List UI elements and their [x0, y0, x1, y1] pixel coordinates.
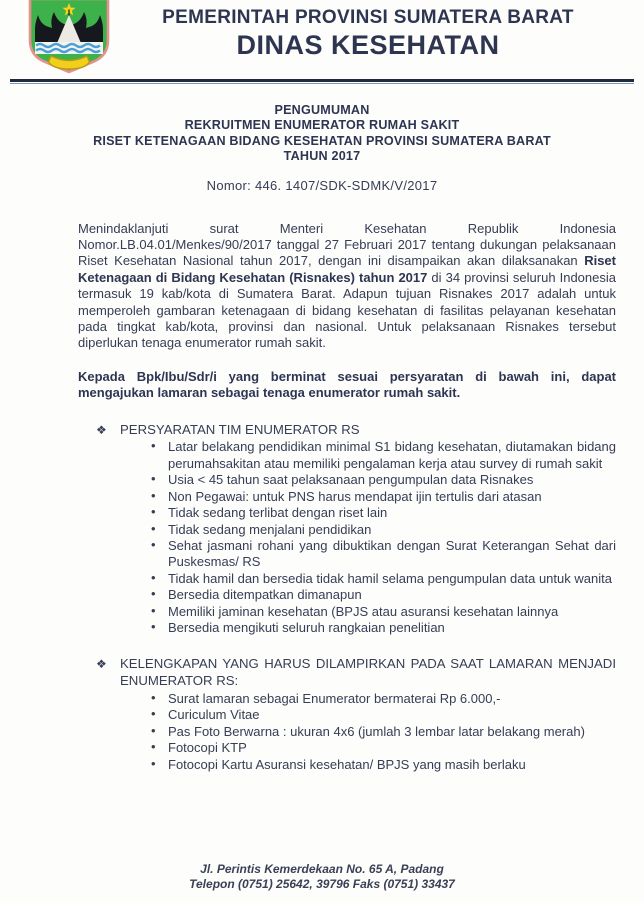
bullet-icon: •: [151, 471, 156, 487]
letterhead-divider: [10, 79, 634, 84]
section-persyaratan: [78, 422, 616, 637]
section-kelengkapan-heading-text: KELENGKAPAN YANG HARUS DILAMPIRKAN PADA SAAT LAMARAN MENJADI ENUMERATOR RS:: [120, 656, 616, 689]
kelengkapan-list: [78, 691, 616, 773]
requirement-item: • Bersedia mengikuti seluruh rangkaian penelitian: [151, 618, 445, 635]
bullet-icon: •: [151, 755, 156, 771]
requirement-item: • Sehat jasmani rohani yang dibuktikan dengan Surat Keterangan Sehat dari Puskesmas/ RS: [151, 536, 616, 570]
letterhead: [0, 0, 644, 79]
footer-contact: Telepon (0751) 25642, 39796 Faks (0751) 33437: [189, 877, 455, 891]
requirement-item: • Memiliki jaminan kesehatan (BPJS atau asuransi kesehatan lainnya: [151, 602, 559, 619]
section-persyaratan-heading: [78, 422, 616, 439]
announcement-title: [0, 103, 644, 165]
bullet-icon: •: [151, 487, 156, 503]
bullet-icon: •: [151, 520, 156, 536]
attachment-item: • Fotocopi Kartu Asuransi kesehatan/ BPJS yang masih berlaku: [151, 755, 526, 772]
bullet-icon: •: [151, 689, 156, 705]
persyaratan-list: [78, 439, 616, 636]
section-kelengkapan-heading: [78, 656, 616, 690]
government-name: PEMERINTAH PROVINSI SUMATERA BARAT: [162, 7, 574, 28]
opening-text-before: Menindaklanjuti surat Menteri Kesehatan Republik Indonesia Nomor.LB.04.01/Menkes/90/2017 tanggal 27 Februari 2017 tentang dukungan pelaksanaan Riset Kesehatan Nasional tahun 2017, dengan ini disampaikan akan dilaksanakan: [78, 220, 616, 269]
bullet-icon: •: [151, 536, 156, 552]
title-line-2: REKRUITMEN ENUMERATOR RUMAH SAKIT: [184, 118, 460, 133]
requirement-item: • Tidak sedang menjalani pendidikan: [151, 520, 372, 537]
letter-footer: [0, 862, 644, 892]
agency-name: DINAS KESEHATAN: [236, 30, 500, 60]
bullet-icon: •: [151, 586, 156, 602]
bullet-icon: •: [151, 438, 156, 454]
requirement-item: • Tidak sedang terlibat dengan riset lain: [151, 504, 388, 521]
document-body: [78, 221, 616, 773]
bullet-icon: •: [151, 602, 156, 618]
requirement-item: • Usia < 45 tahun saat pelaksanaan pengumpulan data Risnakes: [151, 471, 534, 488]
requirement-item: • Bersedia ditempatkan dimanapun: [151, 586, 362, 603]
bullet-icon: •: [151, 569, 156, 585]
bullet-icon: •: [151, 722, 156, 738]
title-line-4: TAHUN 2017: [283, 149, 361, 164]
footer-address: Jl. Perintis Kemerdekaan No. 65 A, Padang: [200, 862, 444, 876]
opening-text-after: di 34 provinsi seluruh Indonesia termasuk 19 kab/kota di Sumatera Barat. Adapun tujuan Risnakes 2017 adalah untuk memperoleh gambaran ketenagaan di bidang kesehatan di fasilitas pelayanan kesehatan pada tingkat kab/kota, provinsi dan nasional. Untuk pelaksanaan Risnakes tersebut diperlukan tenaga enumerator rumah sakit.: [78, 269, 616, 351]
diamond-bullet-icon: ❖: [96, 422, 107, 437]
opening-text-bold: Riset Ketenagaan di Bidang Kesehatan (Risnakes) tahun 2017: [78, 253, 616, 285]
attachment-item: • Pas Foto Berwarna : ukuran 4x6 (jumlah 3 lembar latar belakang merah): [151, 722, 585, 739]
bullet-icon: •: [151, 504, 156, 520]
section-persyaratan-heading-text: PERSYARATAN TIM ENUMERATOR RS: [120, 421, 360, 437]
requirement-item: • Non Pegawai: untuk PNS harus mendapat ijin tertulis dari atasan: [151, 487, 542, 504]
bullet-icon: •: [151, 618, 156, 634]
bullet-icon: •: [151, 739, 156, 755]
diamond-bullet-icon: ❖: [96, 657, 107, 672]
bullet-icon: •: [151, 706, 156, 722]
letterhead-text: [114, 0, 622, 61]
title-line-3: RISET KETENAGAAN BIDANG KESEHATAN PROVINSI SUMATERA BARAT: [93, 133, 551, 148]
invitation-paragraph: Kepada Bpk/Ibu/Sdr/i yang berminat sesuai persyaratan di bawah ini, dapat mengajukan lamaran sebagai tenaga enumerator rumah sakit.: [78, 368, 616, 401]
attachment-item: • Surat lamaran sebagai Enumerator bermaterai Rp 6.000,-: [151, 689, 501, 706]
requirement-item: • Latar belakang pendidikan minimal S1 bidang kesehatan, diutamakan bidang perumahsakitan atau memiliki pengalaman kerja atau survey di rumah sakit: [151, 438, 616, 471]
attachment-item: • Fotocopi KTP: [151, 739, 247, 756]
document-number: Nomor: 446. 1407/SDK-SDMK/V/2017: [206, 177, 438, 193]
section-kelengkapan: [78, 656, 616, 773]
requirement-item: • Tidak hamil dan bersedia tidak hamil selama pengumpulan data untuk wanita: [151, 569, 612, 586]
attachment-item: • Curiculum Vitae: [151, 706, 260, 723]
west-sumatra-crest-logo: [24, 0, 114, 74]
opening-paragraph: [78, 221, 616, 352]
title-line-1: PENGUMUMAN: [274, 103, 370, 117]
